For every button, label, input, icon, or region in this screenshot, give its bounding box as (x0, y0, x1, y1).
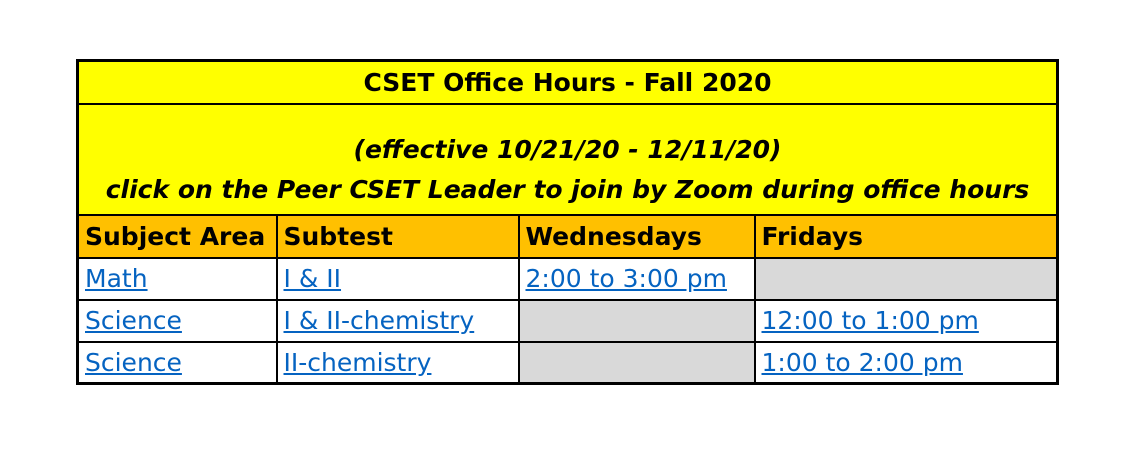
office-hours-table (76, 59, 1059, 385)
subject-link[interactable]: Math (85, 264, 148, 293)
subject-link[interactable]: Science (85, 306, 182, 335)
table-row (78, 342, 1058, 384)
column-header-subtest: Subtest (277, 215, 519, 258)
wednesday-cell-empty (519, 342, 755, 384)
column-header-subject-area: Subject Area (78, 215, 277, 258)
zoom-instructions: click on the Peer CSET Leader to join by Zoom during office hours (105, 175, 1030, 204)
wednesday-zoom-link[interactable]: 2:00 to 3:00 pm (525, 264, 727, 293)
subtest-cell (277, 258, 519, 300)
subject-link[interactable]: Science (85, 347, 182, 377)
subtitle-row (78, 104, 1058, 215)
table-title: CSET Office Hours - Fall 2020 (78, 61, 1058, 104)
subject-cell (78, 258, 277, 300)
subject-cell (78, 342, 277, 384)
friday-cell (755, 342, 1058, 384)
wednesday-cell (519, 258, 755, 300)
table-subtitle (78, 104, 1058, 215)
subtest-link[interactable]: I & II (283, 264, 342, 293)
header-row (78, 215, 1058, 258)
subtest-cell (277, 342, 519, 384)
friday-zoom-link[interactable]: 12:00 to 1:00 pm (761, 306, 979, 335)
effective-dates: (effective 10/21/20 - 12/11/20) (353, 135, 782, 164)
table-row (78, 300, 1058, 342)
subtest-link[interactable]: II-chemistry (283, 347, 432, 377)
column-header-fridays: Fridays (755, 215, 1058, 258)
friday-zoom-link[interactable]: 1:00 to 2:00 pm (761, 347, 963, 377)
column-header-wednesdays: Wednesdays (519, 215, 755, 258)
friday-cell (755, 300, 1058, 342)
wednesday-cell-empty (519, 300, 755, 342)
subject-cell (78, 300, 277, 342)
subtest-cell (277, 300, 519, 342)
friday-cell-empty (755, 258, 1058, 300)
table-row (78, 258, 1058, 300)
subtest-link[interactable]: I & II-chemistry (283, 306, 475, 335)
title-row (78, 61, 1058, 104)
